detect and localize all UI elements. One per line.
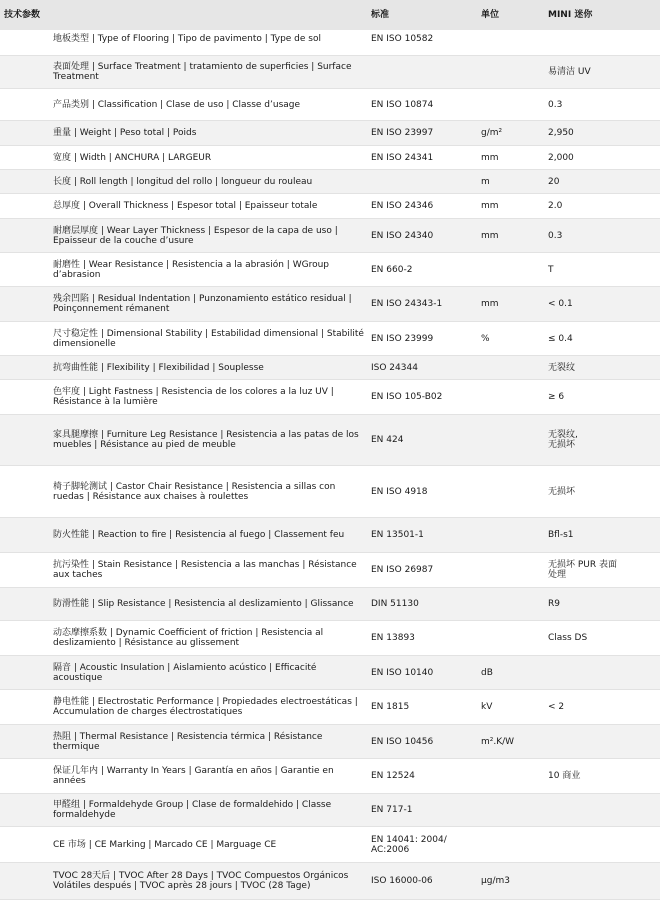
row-value: 0.3	[548, 99, 563, 110]
row-name: TVOC 28天后 | TVOC After 28 Days | TVOC Compuestos Orgánicos Volátiles después | TVOC après 28 jours | TVOC (28 Tage)	[53, 871, 349, 891]
row-standard: EN 14041: 2004/ AC:2006	[371, 834, 447, 855]
table-row	[0, 518, 660, 553]
row-name: 地板类型 | Type of Flooring | Tipo de pavimento | Type de sol	[53, 34, 321, 44]
row-standard: EN ISO 10140	[371, 667, 434, 678]
row-unit: µg/m3	[481, 876, 510, 886]
row-name: 表面处理 | Surface Treatment | tratamiento de superficies | Surface Treatment	[53, 62, 352, 82]
row-standard: EN ISO 24341	[371, 152, 434, 163]
row-name: 抗污染性 | Stain Resistance | Resistencia a las manchas | Résistance aux taches	[53, 560, 357, 580]
row-value: 0.3	[548, 230, 563, 241]
header-standard: 标准	[371, 10, 390, 20]
row-standard: EN ISO 10874	[371, 99, 434, 110]
row-name: 抗弯曲性能 | Flexibility | Flexibilidad | Souplesse	[53, 362, 264, 373]
table-row	[0, 380, 660, 415]
row-value: < 0.1	[548, 299, 573, 309]
table-row	[0, 725, 660, 759]
table-row	[0, 553, 660, 588]
row-standard: EN 424	[371, 435, 404, 445]
row-name: 宽度 | Width | ANCHURA | LARGEUR	[53, 152, 212, 163]
row-standard: EN ISO 24340	[371, 230, 434, 241]
row-unit: dB	[481, 667, 493, 678]
row-standard: EN ISO 26987	[371, 565, 434, 575]
row-value: Class DS	[548, 633, 588, 643]
row-name: 总厚度 | Overall Thickness | Espesor total | Epaisseur totale	[53, 201, 318, 211]
row-standard: EN ISO 10456	[371, 736, 434, 747]
row-standard: EN 1815	[371, 702, 410, 712]
row-unit: m	[481, 176, 490, 187]
row-name: 产品类别 | Classification | Clase de uso | Classe d’usage	[53, 99, 301, 110]
row-value: 2,950	[548, 128, 574, 138]
row-value: 20	[548, 176, 560, 187]
row-name: 保证几年内 | Warranty In Years | Garantía en años | Garantie en années	[53, 766, 334, 786]
row-standard: EN 12524	[371, 771, 415, 781]
table-row	[0, 794, 660, 827]
row-standard: EN ISO 105-B02	[371, 392, 443, 402]
row-name: 动态摩擦系数 | Dynamic Coefficient of friction | Resistencia al deslizamiento | Résistance au glissement	[53, 628, 324, 648]
row-value: 无损坏 PUR 表面处理	[548, 560, 617, 580]
row-value: 无损坏	[548, 486, 576, 497]
row-standard: EN 13893	[371, 633, 415, 643]
header-param: 技术参数	[4, 10, 41, 20]
row-standard: ISO 16000-06	[371, 876, 433, 886]
table-header	[0, 0, 660, 30]
row-value: < 2	[548, 702, 565, 712]
header-unit: 单位	[481, 10, 500, 20]
table-row	[0, 759, 660, 794]
table-row	[0, 863, 660, 900]
row-name: 长度 | Roll length | longitud del rollo | longueur du rouleau	[53, 176, 313, 187]
row-unit: g/m²	[481, 128, 503, 138]
row-name: 残余凹陷 | Residual Indentation | Punzonamiento estático residual | Poinçonnement rémanent	[53, 294, 352, 314]
table-row	[0, 588, 660, 621]
row-standard: ISO 24344	[371, 362, 418, 373]
row-standard: EN 13501-1	[371, 530, 424, 540]
row-value: R9	[548, 599, 560, 609]
row-name: 耐磨性 | Wear Resistance | Resistencia a la abrasión | WGroup d’abrasion	[53, 259, 329, 280]
table-row	[0, 194, 660, 219]
table-row	[0, 621, 660, 656]
row-value: ≥ 6	[548, 392, 565, 402]
row-value: 无裂纹	[548, 362, 576, 373]
row-value: T	[548, 264, 554, 275]
row-name: 甲醛组 | Formaldehyde Group | Clase de formaldehido | Classe formaldehyde	[53, 800, 332, 820]
row-name: 重量 | Weight | Peso total | Poids	[53, 128, 197, 138]
table-row	[0, 30, 660, 56]
row-name: 尺寸稳定性 | Dimensional Stability | Estabilidad dimensional | Stabilité dimensionelle	[53, 328, 364, 349]
table-row	[0, 287, 660, 322]
row-unit: mm	[481, 299, 499, 309]
row-value: Bfl-s1	[548, 530, 574, 540]
table-row	[0, 253, 660, 287]
table-row	[0, 56, 660, 89]
row-name: 家具腿摩擦 | Furniture Leg Resistance | Resistencia a las patas de los muebles | Résistance au pied de meuble	[53, 430, 359, 450]
row-value: ≤ 0.4	[548, 333, 573, 344]
row-name: 热阻 | Thermal Resistance | Resistencia térmica | Résistance thermique	[53, 731, 323, 752]
row-name: 耐磨层厚度 | Wear Layer Thickness | Espesor de la capa de uso | Epaisseur de la couche d’usure	[53, 225, 338, 246]
table-row	[0, 170, 660, 194]
table-row	[0, 219, 660, 253]
table-row	[0, 121, 660, 146]
row-value: 易清洁 UV	[548, 67, 591, 77]
row-standard: EN ISO 24346	[371, 201, 434, 211]
row-unit: %	[481, 333, 490, 344]
table-row	[0, 415, 660, 466]
row-standard: EN ISO 23999	[371, 333, 434, 344]
row-value: 无裂纹, 无损坏	[548, 430, 578, 450]
table-row	[0, 656, 660, 690]
row-unit: kV	[481, 702, 493, 712]
row-unit: mm	[481, 201, 499, 211]
row-value: 2,000	[548, 152, 574, 163]
table-row	[0, 690, 660, 725]
table-row	[0, 466, 660, 518]
row-standard: EN ISO 23997	[371, 128, 434, 138]
row-name: 防火性能 | Reaction to fire | Resistencia al fuego | Classement feu	[53, 530, 345, 540]
row-unit: mm	[481, 230, 499, 241]
row-value: 2.0	[548, 201, 563, 211]
row-name: 防滑性能 | Slip Resistance | Resistencia al deslizamiento | Glissance	[53, 599, 354, 609]
row-standard: EN ISO 24343-1	[371, 299, 443, 309]
row-name: 色牢度 | Light Fastness | Resistencia de los colores a la luz UV | Résistance à la lumière	[53, 387, 334, 407]
row-value: 10 商业	[548, 771, 581, 781]
row-unit: m².K/W	[481, 736, 515, 747]
row-unit: mm	[481, 152, 499, 163]
header-value: MINI 迷你	[548, 10, 593, 20]
row-standard: EN ISO 10582	[371, 34, 434, 44]
row-name: 椅子脚轮测试 | Castor Chair Resistance | Resistencia a sillas con ruedas | Résistance aux chaises à roulettes	[53, 481, 336, 502]
row-standard: DIN 51130	[371, 599, 419, 609]
table-row	[0, 356, 660, 380]
row-standard: EN 660-2	[371, 264, 413, 275]
table-row	[0, 827, 660, 863]
row-name: 静电性能 | Electrostatic Performance | Propiedades electroestáticas | Accumulation de charges électrostatiques	[53, 697, 358, 717]
table-row	[0, 146, 660, 170]
row-name: 隔音 | Acoustic Insulation | Aislamiento acústico | Efficacité acoustique	[53, 662, 317, 683]
row-standard: EN ISO 4918	[371, 486, 428, 497]
row-name: CE 市场 | CE Marking | Marcado CE | Marguage CE	[53, 839, 277, 850]
table-row	[0, 322, 660, 356]
table-row	[0, 89, 660, 121]
row-standard: EN 717-1	[371, 805, 413, 815]
